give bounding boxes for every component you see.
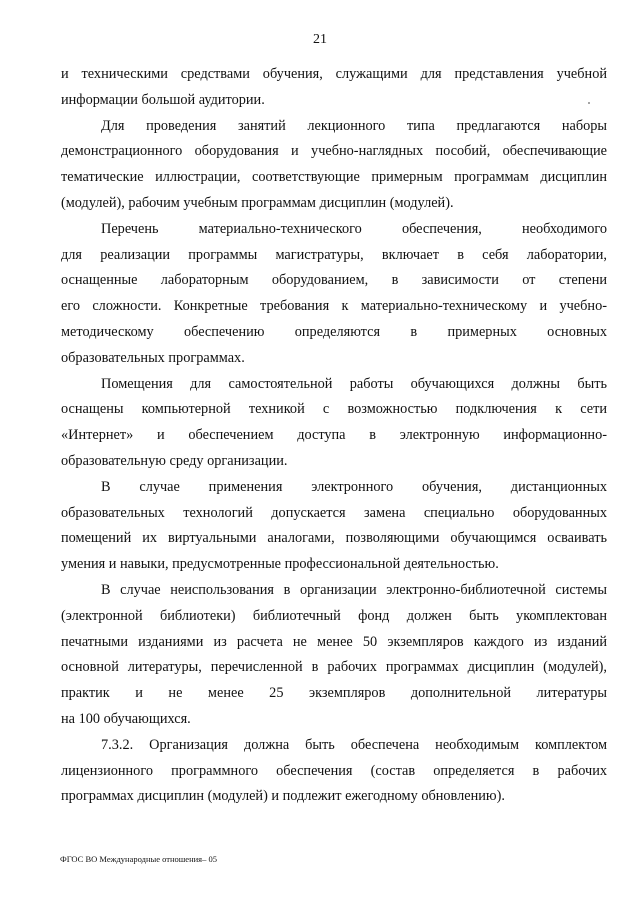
text-line: Для проведения занятий лекционного типа предлагаются наборы — [101, 117, 607, 134]
text-line: помещений их виртуальными аналогами, позволяющими обучающимся осваивать — [61, 530, 607, 547]
text-line: образовательных технологий допускается замена специально оборудованных — [61, 504, 607, 521]
text-line: программах дисциплин (модулей) и подлежит ежегодному обновлению). — [61, 788, 505, 805]
text-line: практик и не менее 25 экземпляров дополнительной литературы — [61, 685, 607, 702]
page-number: 21 — [313, 32, 327, 47]
text-line: Перечень материально-технического обеспечения, необходимого — [101, 220, 607, 237]
text-line: В случае неиспользования в организации электронно-библиотечной системы — [101, 581, 607, 598]
text-line: и техническими средствами обучения, служащими для представления учебной — [61, 66, 607, 82]
text-line: тематические иллюстрации, соответствующие примерным программам дисциплин — [61, 169, 607, 186]
text-line: информации большой аудитории. — [61, 91, 265, 108]
text-line: лицензионного программного обеспечения (состав определяется в рабочих — [61, 762, 607, 779]
text-line: 7.3.2. Организация должна быть обеспечена необходимым комплектом — [101, 736, 607, 753]
text-line: образовательных программах. — [61, 349, 245, 366]
text-line: его сложности. Конкретные требования к материально-техническому и учебно- — [61, 298, 607, 315]
text-line: В случае применения электронного обучения, дистанционных — [101, 478, 607, 495]
text-line: методическому обеспечению определяются в примерных основных — [61, 323, 607, 340]
text-line: (модулей), рабочим учебным программам дисциплин (модулей). — [61, 194, 454, 211]
text-line: оснащены компьютерной техникой с возможностью подключения к сети — [61, 401, 607, 418]
text-line: на 100 обучающихся. — [61, 710, 191, 727]
text-line: печатными изданиями из расчета не менее 50 экземпляров каждого из изданий — [61, 633, 607, 650]
text-line: «Интернет» и обеспечением доступа в электронную информационно- — [61, 427, 607, 444]
text-line: образовательную среду организации. — [61, 452, 288, 469]
text-line: умения и навыки, предусмотренные профессиональной деятельностью. — [61, 556, 499, 573]
text-line: (электронной библиотеки) библиотечный фонд должен быть укомплектован — [61, 607, 607, 624]
text-line: оснащенные лабораторным оборудованием, в зависимости от степени — [61, 272, 607, 289]
text-line: для реализации программы магистратуры, включает в себя лаборатории, — [61, 246, 607, 263]
body-text — [61, 62, 607, 810]
text-line: демонстрационного оборудования и учебно-наглядных пособий, обеспечивающие — [61, 143, 607, 160]
document-footer: ФГОС ВО Международные отношения– 05 — [60, 854, 217, 864]
text-line: Помещения для самостоятельной работы обучающихся должны быть — [101, 375, 607, 392]
text-line: основной литературы, перечисленной в рабочих программах дисциплин (модулей), — [61, 659, 607, 676]
